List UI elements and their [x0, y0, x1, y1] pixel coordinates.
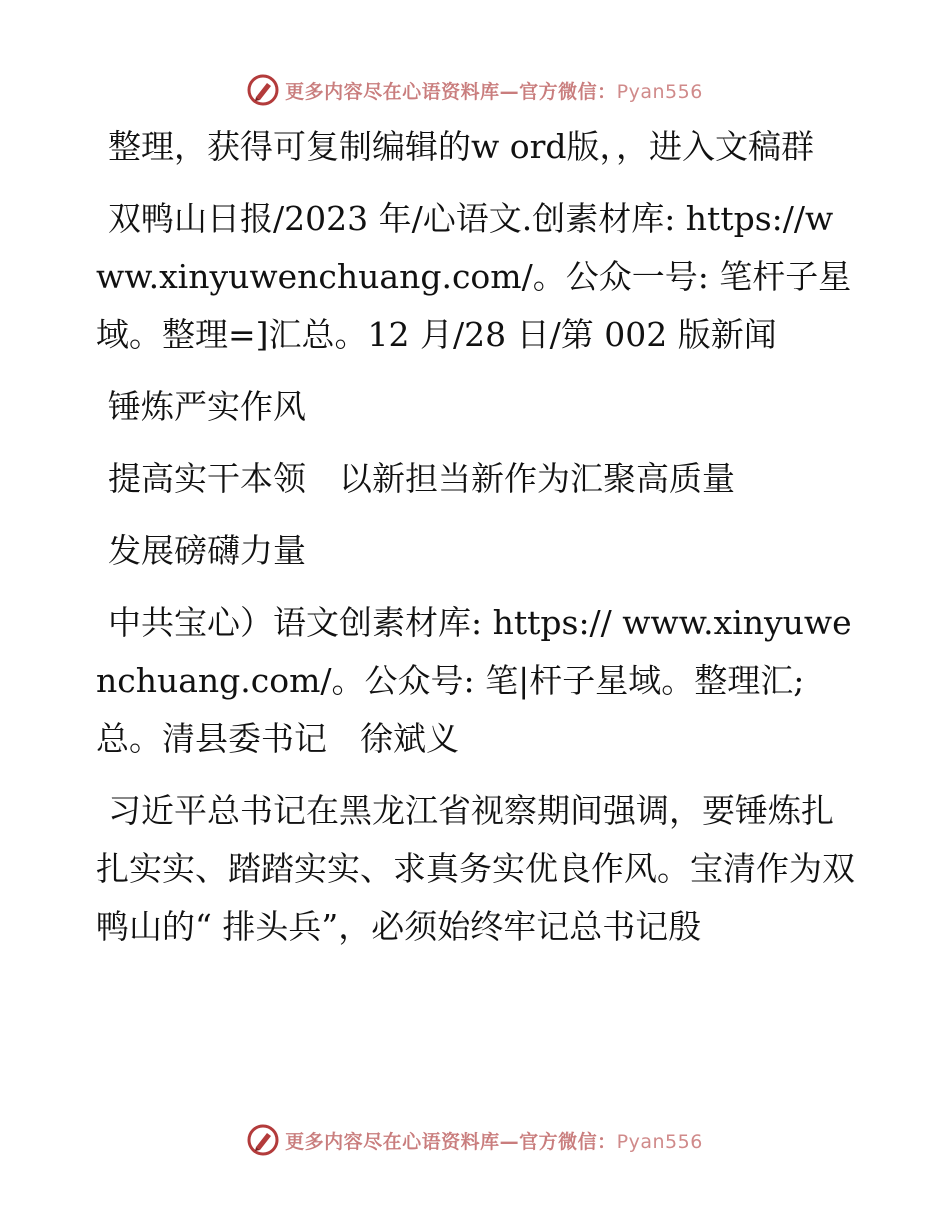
watermark-text: 更多内容尽在心语资料库—官方微信：Pyan556: [285, 80, 703, 103]
pen-logo-icon: [247, 1124, 279, 1156]
paragraph-intro: 整理，获得可复制编辑的w ord版，，进入文稿群: [108, 127, 815, 166]
footer-watermark: [0, 1120, 950, 1160]
header-watermark: [0, 70, 950, 110]
headline-line-1: 锤炼严实作风: [108, 387, 306, 426]
headline-line-3: 发展磅礴力量: [108, 531, 306, 570]
document-body: [96, 118, 856, 970]
paragraph-author: 中共宝心）语文创素材库: https:// www.xinyuwenchuang.com/。公众号: 笔|杆子星域。整理汇;总。清县委书记 徐斌义: [96, 603, 852, 758]
watermark-wechat-id: Pyan556: [616, 1130, 703, 1153]
pen-logo-icon: [247, 74, 279, 106]
paragraph-source: 双鸭山日报/2023 年/心语文.创素材库: https://www.xinyuwenchuang.com/。公众一号: 笔杆子星域。整理=]汇总。12 月/28 日/第 002 版新闻: [96, 199, 852, 354]
paragraph-body: 习近平总书记在黑龙江省视察期间强调，要锤炼扎扎实实、踏踏实实、求真务实优良作风。宝清作为双鸭山的“ 排头兵”，必须始终牢记总书记殷: [96, 791, 855, 946]
watermark-wechat-id: Pyan556: [616, 80, 703, 103]
watermark-text: 更多内容尽在心语资料库—官方微信：Pyan556: [285, 1130, 703, 1153]
headline-line-2: 提高实干本领 以新担当新作为汇聚高质量: [108, 459, 735, 498]
